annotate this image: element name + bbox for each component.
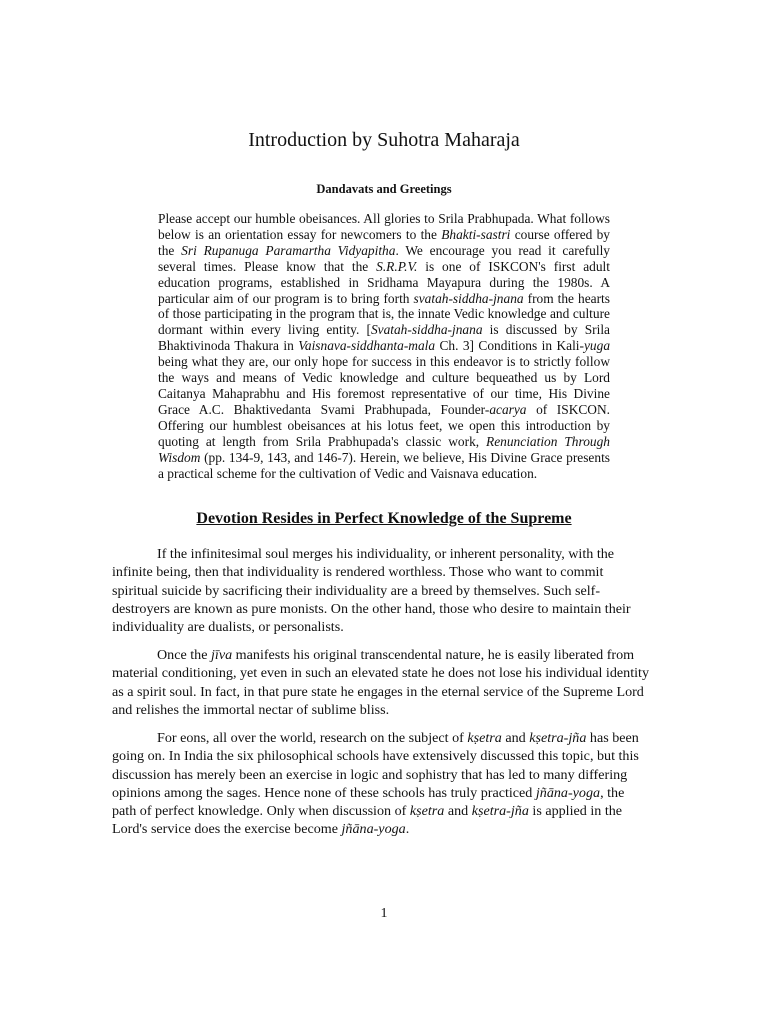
italic-term: kṣetra (409, 803, 445, 820)
page-title: Introduction by Suhotra Maharaja (248, 129, 520, 151)
body-paragraph-1: If the infinitesimal soul merges his individuality, or inherent personality, with the infinite being, then that individuality is rendered worthless. Those who want to commit spiritual suicide by sacrificing their individuality are a breed by themselves. Such self-destroyers are known as pure monists. On the other hand, those who desire to maintain their individuality are dualists, or personalists. (112, 546, 631, 636)
italic-term: Svatah-siddha-jnana (370, 322, 483, 338)
italic-term: kṣetra-jña (529, 730, 587, 746)
body-paragraph-3: For eons, all over the world, research on the subject of kṣetra and kṣetra-jña has been going on. In India the six philosophical schools have extensively discussed this topic, but this discussion has merely been an exercise in logic and sophistry that has led to many differing opinions among the sages. Hence none of these schools has truly practiced jñāna-yoga, the path of perfect knowledge. Only when discussion of kṣetra and kṣetra-jña is applied in the Lord's service does the exercise become jñāna-yoga. (112, 730, 639, 838)
italic-term: svatah-siddha-jnana (413, 290, 524, 306)
page-number: 1 (380, 906, 388, 921)
italic-term: yuga (583, 338, 611, 354)
italic-term: jñāna-yoga (535, 784, 601, 801)
italic-term: S.R.P.V. (376, 258, 418, 274)
italic-term: jīva (211, 647, 233, 663)
italic-term: Vaisnava-siddhanta-mala (298, 338, 436, 354)
italic-term: acarya (489, 401, 527, 417)
italic-term: kṣetra-jña (471, 803, 529, 820)
italic-term: Bhakti-sastri (441, 226, 511, 242)
italic-term: kṣetra (467, 730, 502, 746)
body-paragraph-2: Once the jīva manifests his original transcendental nature, he is easily liberated from material conditioning, yet even in such an elevated state he does not lose his individual identity as a spirit soul. In fact, in that pure state he engages in the eternal service of the Supreme Lord and relishes the immortal nectar of sublime bliss. (112, 647, 649, 718)
section-subtitle: Dandavats and Greetings (316, 182, 452, 196)
section-heading: Devotion Resides in Perfect Knowledge of the Supreme (196, 510, 572, 527)
intro-paragraph: Please accept our humble obeisances. All glories to Srila Prabhupada. What follows below is an orientation essay for newcomers to the Bhakti-sastri course offered by the Sri Rupanuga Paramartha Vidyapitha. We encourage you read it carefully several times. Please know that the S.R.P.V. is one of ISKCON's first adult education programs, established in Sridhama Mayapura during the 1980s. A particular aim of our program is to bring forth svatah-siddha-jnana from the hearts of those participating in the program that is, the innate Vedic knowledge and culture dormant within every living entity. [Svatah-siddha-jnana is discussed by Srila Bhaktivinoda Thakura in Vaisnava-siddhanta-mala Ch. 3] Conditions in Kali-yuga being what they are, our only hope for success in this endeavor is to strictly follow the ways and means of Vedic knowledge and culture bequeathed us by Lord Caitanya Mahaprabhu and His foremost representative of our time, His Divine Grace A.C. Bhaktivedanta Svami Prabhupada, Founder-acarya of ISKCON. Offering our humblest obeisances at his lotus feet, we open this introduction by quoting at length from Srila Prabhupada's classic work, Renunciation Through Wisdom (pp. 134-9, 143, and 146-7). Herein, we believe, His Divine Grace presents a practical scheme for the cultivation of Vedic and Vaisnava education. (158, 211, 611, 481)
italic-term: Renunciation Through Wisdom (158, 433, 610, 465)
italic-term: Sri Rupanuga Paramartha Vidyapitha (181, 242, 396, 258)
italic-term: jñāna-yoga (341, 821, 406, 838)
